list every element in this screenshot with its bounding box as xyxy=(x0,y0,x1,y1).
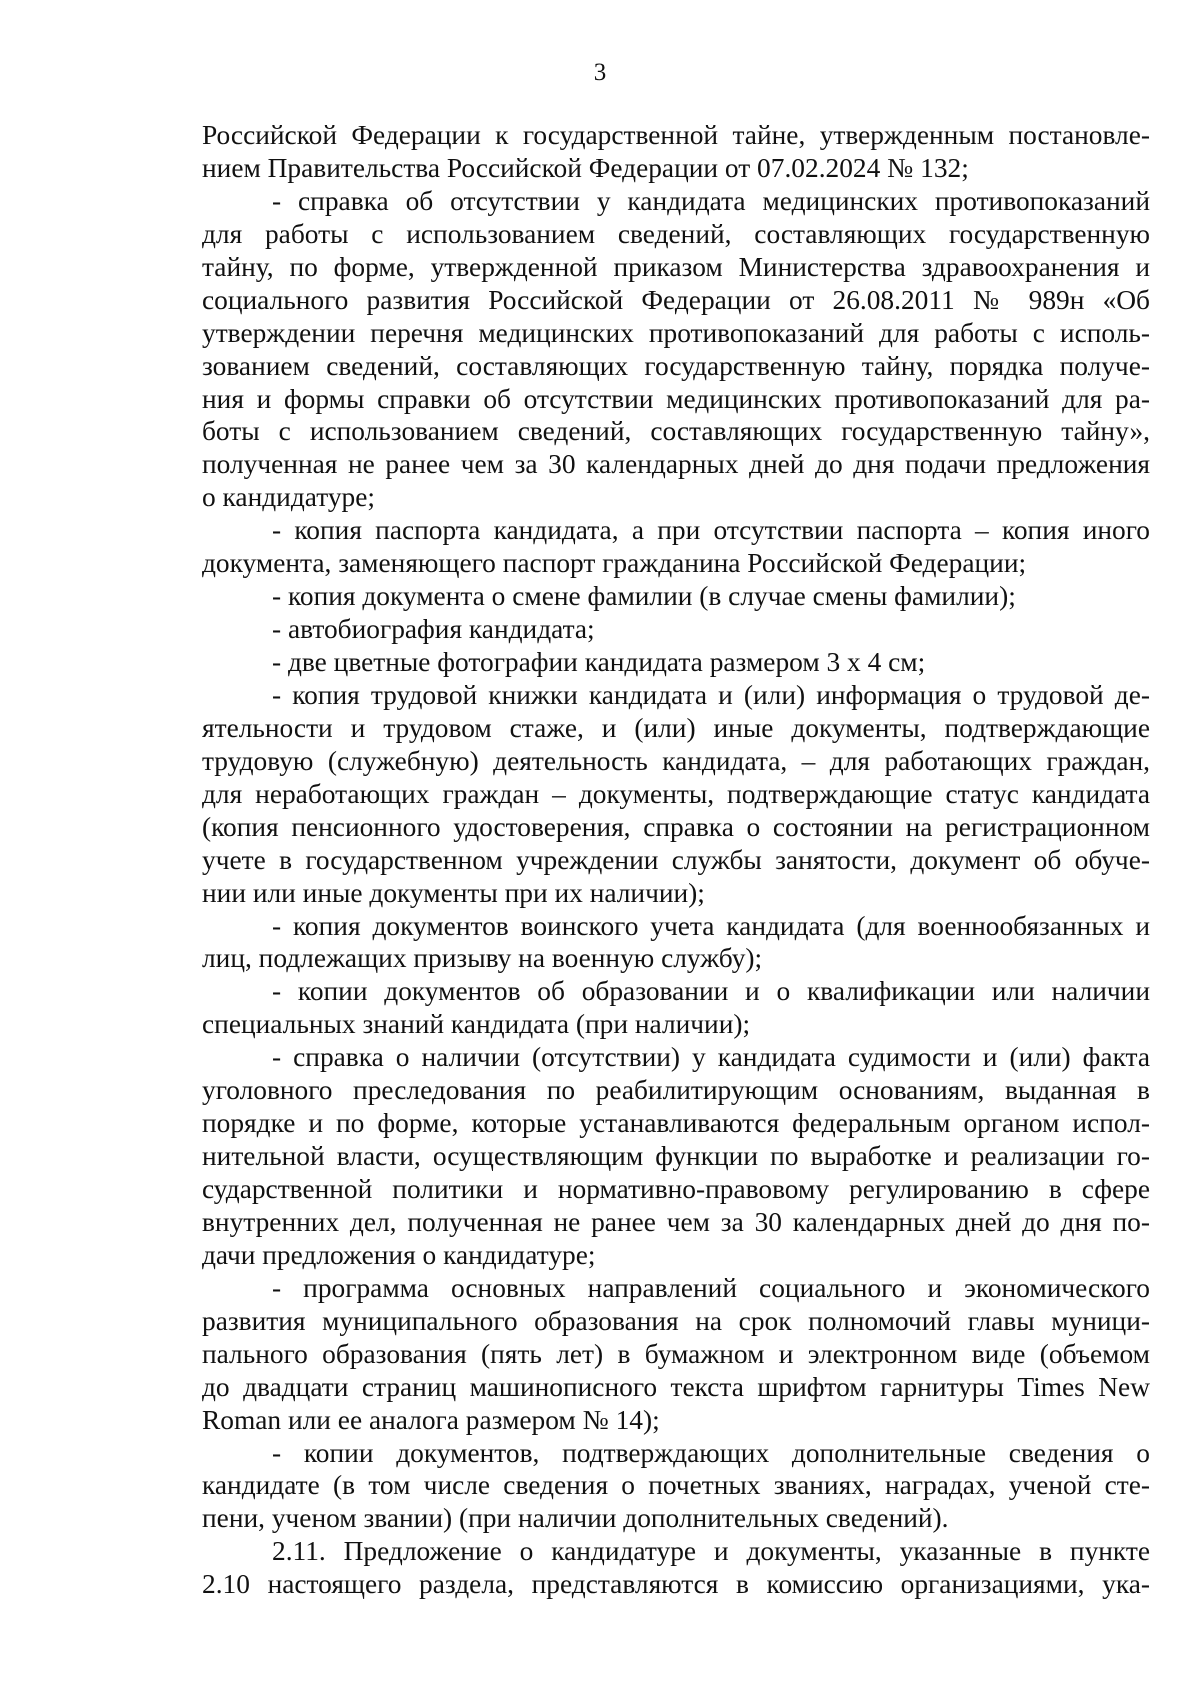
text-line: нии или иные документы при их наличии); xyxy=(202,877,705,908)
text-line: - копия документов воинского учета кандидата (для военнообязанных и xyxy=(272,910,1150,941)
text-line: утверждении перечня медицинских противопоказаний для работы с исполь- xyxy=(202,317,1150,348)
text-line: - копия паспорта кандидата, а при отсутствии паспорта – копия иного xyxy=(272,515,1150,546)
text-line: полученная не ранее чем за 30 календарных дней до дня подачи предложения xyxy=(202,449,1150,480)
text-line: - копия трудовой книжки кандидата и (или) информация о трудовой де- xyxy=(272,679,1150,710)
text-line: для работы с использованием сведений, составляющих государственную xyxy=(202,218,1150,249)
text-line: - справка об отсутствии у кандидата медицинских противопоказаний xyxy=(272,185,1150,216)
document-body xyxy=(202,119,1150,1601)
text-line: Российской Федерации к государственной тайне, утвержденным постановле- xyxy=(202,120,1150,150)
text-line: ния и формы справки об отсутствии медицинских противопоказаний для ра- xyxy=(202,383,1150,414)
text-line: сударственной политики и нормативно-правовому регулированию в сфере xyxy=(202,1174,1150,1204)
text-line: - справка о наличии (отсутствии) у кандидата судимости и (или) факта xyxy=(272,1042,1150,1073)
text-line: - две цветные фотографии кандидата размером 3 х 4 см; xyxy=(272,647,926,677)
text-line: документа, заменяющего паспорт гражданина Российской Федерации; xyxy=(202,548,1027,579)
text-line: о кандидатуре; xyxy=(202,482,375,513)
text-line: ятельности и трудовом стаже, и (или) иные документы, подтверждающие xyxy=(202,712,1150,743)
text-line: - копия документа о смене фамилии (в случае смены фамилии); xyxy=(272,581,1016,612)
text-line: трудовую (служебную) деятельность кандидата, – для работающих граждан, xyxy=(202,745,1150,776)
text-line: 2.11. Предложение о кандидатуре и документы, указанные в пункте xyxy=(272,1536,1150,1567)
text-line: пального образования (пять лет) в бумажном и электронном виде (объемом xyxy=(202,1338,1150,1369)
text-line: учете в государственном учреждении службы занятости, документ об обуче- xyxy=(202,844,1150,875)
text-line: нием Правительства Российской Федерации от 07.02.2024 № 132; xyxy=(202,152,969,183)
text-line: специальных знаний кандидата (при наличии); xyxy=(202,1009,751,1040)
text-line: - копии документов, подтверждающих дополнительные сведения о xyxy=(272,1437,1150,1468)
text-line: (копия пенсионного удостоверения, справка о состоянии на регистрационном xyxy=(202,811,1150,842)
text-line: пени, ученом звании) (при наличии дополнительных сведений). xyxy=(202,1503,949,1534)
text-line: кандидате (в том числе сведения о почетных званиях, наградах, ученой сте- xyxy=(202,1470,1150,1501)
text-line: - программа основных направлений социального и экономического xyxy=(272,1272,1150,1303)
page-number: 3 xyxy=(593,59,607,86)
text-line: нительной власти, осуществляющим функции по выработке и реализации го- xyxy=(202,1141,1150,1172)
text-line: для неработающих граждан – документы, подтверждающие статус кандидата xyxy=(202,778,1150,809)
text-line: дачи предложения о кандидатуре; xyxy=(202,1239,596,1270)
text-line: боты с использованием сведений, составляющих государственную тайну», xyxy=(202,416,1150,447)
text-line: уголовного преследования по реабилитирующим основаниям, выданная в xyxy=(202,1075,1150,1106)
text-line: Roman или ее аналога размером № 14); xyxy=(202,1404,660,1435)
text-line: - копии документов об образовании и о квалификации или наличии xyxy=(272,976,1150,1007)
text-line: порядке и по форме, которые устанавливаются федеральным органом испол- xyxy=(202,1108,1150,1139)
text-line: тайну, по форме, утвержденной приказом Министерства здравоохранения и xyxy=(202,251,1150,282)
text-line: внутренних дел, полученная не ранее чем за 30 календарных дней до дня по- xyxy=(202,1206,1150,1237)
text-line: - автобиография кандидата; xyxy=(272,614,595,645)
text-line: социального развития Российской Федерации от 26.08.2011 № 989н «Об xyxy=(202,284,1150,315)
text-line: 2.10 настоящего раздела, представляются в комиссию организациями, ука- xyxy=(202,1569,1150,1600)
text-line: лиц, подлежащих призыву на военную службу); xyxy=(202,943,763,974)
text-line: до двадцати страниц машинописного текста шрифтом гарнитуры Times New xyxy=(202,1371,1150,1402)
text-line: развития муниципального образования на срок полномочий главы муници- xyxy=(202,1305,1150,1336)
text-line: зованием сведений, составляющих государственную тайну, порядка получе- xyxy=(202,350,1150,381)
